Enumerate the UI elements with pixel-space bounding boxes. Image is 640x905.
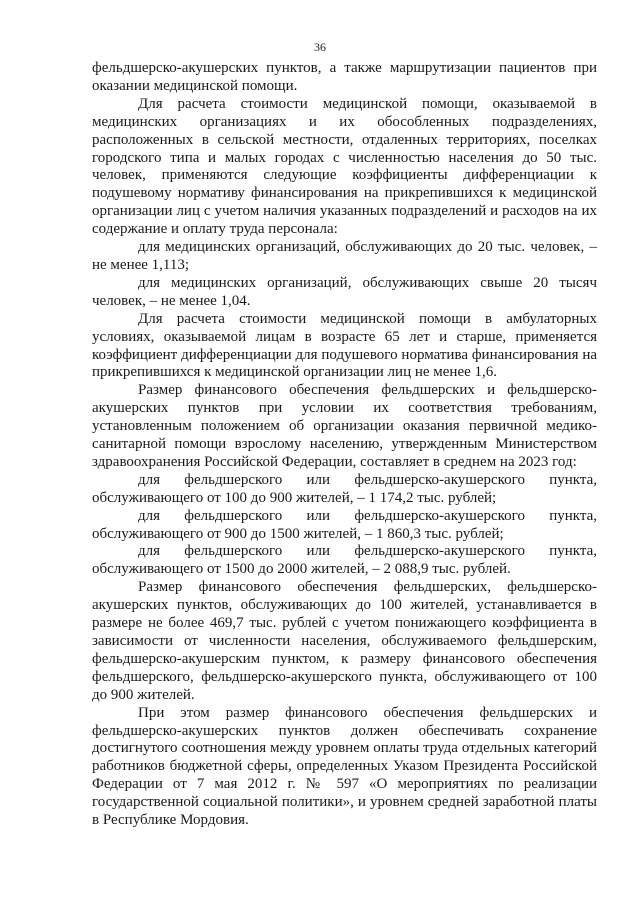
document-body [92, 60, 597, 830]
paragraph-coef-over-20k: для медицинских организаций, обслуживающих свыше 20 тысяч человек, – не менее 1,04. [92, 274, 597, 309]
paragraph-cost-coefficients: Для расчета стоимости медицинской помощи, оказываемой в медицинских организациях и их обособленных подразделениях, расположенных в сельской местности, отдаленных территориях, поселках городского типа и малых городах с численностью населения до 50 тыс. человек, применяются следующие коэффициенты дифференциации к подушевому нормативу финансирования на прикрепившихся к медицинской организации лиц с учетом наличия указанных подразделений и расходов на их содержание и оплату труда персонала: [92, 95, 597, 238]
paragraph-continuation: фельдшерско-акушерских пунктов, а также маршрутизации пациентов при оказании медицинской помощи. [92, 60, 597, 94]
paragraph-funding-under-100: Размер финансового обеспечения фельдшерских, фельдшерско-акушерских пунктов, обслуживающих до 100 жителей, устанавливается в размере не более 469,7 тыс. рублей с учетом понижающего коэффициента в зависимости от численности населения, обслуживаемого фельдшерским, фельдшерско-акушерским пунктом, к размеру финансового обеспечения фельдшерского, фельдшерско-акушерского пункта, обслуживающего от 100 до 900 жителей. [92, 579, 597, 703]
paragraph-funding-100-900: для фельдшерского или фельдшерско-акушерского пункта, обслуживающего от 100 до 900 жителей, – 1 174,2 тыс. рублей; [92, 471, 597, 506]
paragraph-coef-age-65: Для расчета стоимости медицинской помощи в амбулаторных условиях, оказываемой лицам в возрасте 65 лет и старше, применяется коэффициент дифференциации для подушевого норматива финансирования на прикрепившихся к медицинской организации лиц не менее 1,6. [92, 310, 597, 381]
paragraph-funding-900-1500: для фельдшерского или фельдшерско-акушерского пункта, обслуживающего от 900 до 1500 жителей, – 1 860,3 тыс. рублей; [92, 507, 597, 542]
page-number: 36 [314, 40, 326, 54]
paragraph-funding-size: Размер финансового обеспечения фельдшерских и фельдшерско-акушерских пунктов при условии их соответствия требованиям, установленным положением об организации оказания первичной медико-санитарной помощи взрослому населению, утвержденным Министерством здравоохранения Российской Федерации, составляет в среднем на 2023 год: [92, 382, 597, 470]
paragraph-funding-1500-2000: для фельдшерского или фельдшерско-акушерского пункта, обслуживающего от 1500 до 2000 жителей, – 2 088,9 тыс. рублей. [92, 543, 597, 578]
paragraph-salary-ratio: При этом размер финансового обеспечения фельдшерских и фельдшерско-акушерских пунктов должен обеспечивать сохранение достигнутого соотношения между уровнем оплаты труда отдельных категорий работников бюджетной сферы, определенных Указом Президента Российской Федерации от 7 мая 2012 г. № 597 «О мероприятиях по реализации государственной социальной политики», и уровнем средней заработной платы в Республике Мордовия. [92, 704, 597, 829]
paragraph-coef-under-20k: для медицинских организаций, обслуживающих до 20 тыс. человек, – не менее 1,113; [92, 239, 597, 273]
